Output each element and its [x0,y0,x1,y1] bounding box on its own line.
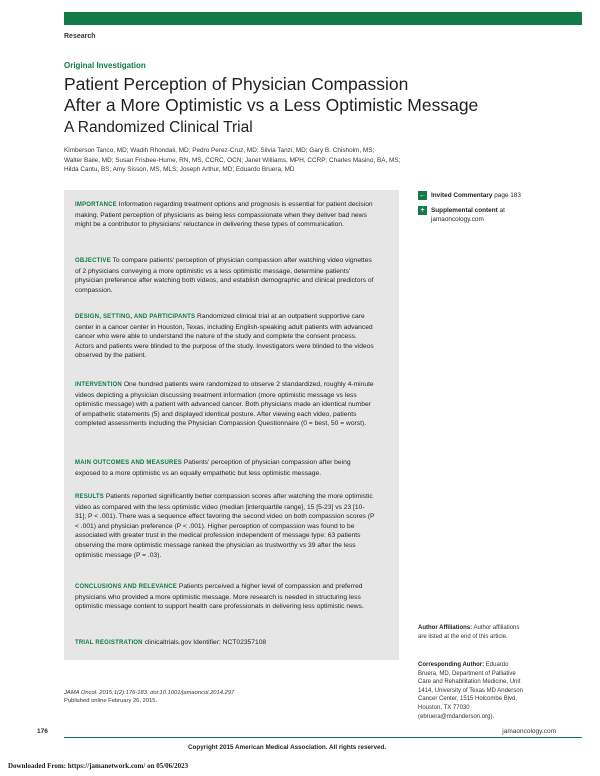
objective-heading: OBJECTIVE [75,258,111,264]
invited-commentary-link[interactable] [418,191,558,200]
abstract-design [75,312,375,361]
related-links [418,191,558,230]
corr-text: Eduardo Bruera, MD, Department of Palliative Care and Rehabilitation Medicine, Unit 1414, University of Texas MD Anderson Cancer Center, 1515 Holcombe Blvd, Houston, TX 77030 (ebruera@mdanderson.org). [418,662,523,720]
abstract-trial-registration [75,638,375,649]
arrow-icon: ← [419,192,426,199]
importance-text: Information regarding treatment options and prognosis is essential for patient decision making. Patient perception of physicians as being less compassionate when they deliver bad news might be a contributor to physicians' reluctance in delivering these types of communication. [75,201,373,229]
trial-text: clinicaltrials.gov Identifier: NCT02357108 [144,639,267,646]
supplemental-label: Supplemental content [431,207,498,214]
abstract-intervention [75,380,375,429]
footer-site[interactable]: jamaoncology.com [502,728,556,735]
supplemental-site[interactable]: jamaoncology.com [431,216,484,223]
citation-line-2: Published online February 26, 2015. [64,698,158,705]
commentary-label: Invited Commentary [431,192,493,199]
article-type: Original Investigation [64,61,146,70]
authors-line-2: Walter Baile, MD; Susan Frisbee-Hume, RN, MS, CCRC, OCN; Janet Williams, MPH, CCRP; Charles Masino, BA, MS; [64,156,401,164]
article-subtitle: A Randomized Clinical Trial [64,119,253,136]
results-heading: RESULTS [75,494,104,500]
importance-heading: IMPORTANCE [75,202,117,208]
abstract-results [75,492,375,560]
conclusions-text: Patients perceived a higher level of compassion and preferred physicians who provided a more optimistic message. More research is needed in structuring less optimistic message content to support health care professionals in delivering less optimistic news. [75,583,364,611]
abstract-importance [75,200,375,230]
corresponding-author [418,661,528,721]
supplemental-at: at [499,207,505,214]
commentary-page: page 183 [494,192,521,199]
citation [64,689,364,706]
authors-line-1: Kimberson Tanco, MD; Wadih Rhondali, MD; Pedro Perez-Cruz, MD; Silvia Tanzi, MD; Gary B. Chisholm, MS; [64,147,375,154]
download-stamp: Downloaded From: https://jamanetwork.com/ on 05/06/2023 [8,762,189,770]
results-text: Patients reported significantly better compassion scores after watching the more optimistic video as compared with the less optimistic video (median [interquartile range], 15 [5-23] vs 23 [10-31]; P < .001). There was a sequence effect favoring the second video on both compassion scores (P < .001) and physician preference (P < .001). Higher perception of compassion was found to be associated with greater trust in the medical profession independent of message type: 63 patients observing the more optimistic message ranked the physician as trustworthy vs 39 after the less optimistic message (P = .03). [75,493,375,559]
footer-divider [64,737,582,738]
page-number: 176 [37,728,48,735]
author-affiliations [418,624,528,641]
abstract-conclusions [75,582,375,612]
supplemental-content-link[interactable] [418,206,558,224]
affil-label: Author Affiliations: [418,625,473,631]
section-label: Research [64,33,96,40]
design-text: Randomized clinical trial at an outpatient supportive care center in a cancer center in Houston, Texas, including English-speaking adult patients with advanced cancer who were able to understand the nature of the study and complete the consent process. Actors and patients were blinded to the purpose of the study. Investigators were blinded to the videos observed by the patient. [75,313,374,360]
copyright: Copyright 2015 American Medical Association. All rights reserved. [188,744,387,751]
corr-label: Corresponding Author: [418,662,485,668]
author-list [64,146,484,175]
conclusions-heading: CONCLUSIONS AND RELEVANCE [75,584,178,590]
affil-text: Author affiliations are listed at the end of this article. [418,625,520,640]
outcomes-heading: MAIN OUTCOMES AND MEASURES [75,460,182,466]
citation-line-1: JAMA Oncol. 2015;1(2):176-183. doi:10.1001/jamaoncol.2014.297 [64,690,235,696]
abstract-outcomes [75,458,375,478]
design-heading: DESIGN, SETTING, AND PARTICIPANTS [75,314,196,320]
article-title [64,74,564,116]
title-line-1: Patient Perception of Physician Compassion [64,74,409,94]
objective-text: To compare patients' perception of physician compassion after watching video vignettes of 2 physicians conveying a more optimistic vs a less optimistic message, determine patients' physician preference after watching both videos, and establish demographic and clinical predictors of compassion. [75,257,374,294]
authors-line-3: Hilda Cantu, BS; Amy Sisson, MS, MLS; Joseph Arthur, MD; Eduardo Bruera, MD [64,166,295,174]
intervention-text: One hundred patients were randomized to observe 2 standardized, roughly 4-minute videos depicting a physician discussing treatment information (more optimistic message vs less optimistic message) with a patient with advanced cancer. Both physicians made an identical number of empathetic statements (5) and displayed identical posture. After viewing each video, patients completed assessments including the Physician Compassion Questionnaire (0 = best, 50 = worst). [75,381,374,428]
intervention-heading: INTERVENTION [75,382,122,388]
abstract-objective [75,256,375,295]
outcomes-text: Patients' perception of physician compassion after being exposed to a more optimistic vs an equally empathetic but less optimistic message. [75,459,351,477]
top-banner [64,12,582,25]
plus-icon: + [418,206,427,215]
trial-heading: TRIAL REGISTRATION [75,640,143,646]
abstract-box [64,190,399,660]
title-line-2: After a More Optimistic vs a Less Optimistic Message [64,95,479,115]
